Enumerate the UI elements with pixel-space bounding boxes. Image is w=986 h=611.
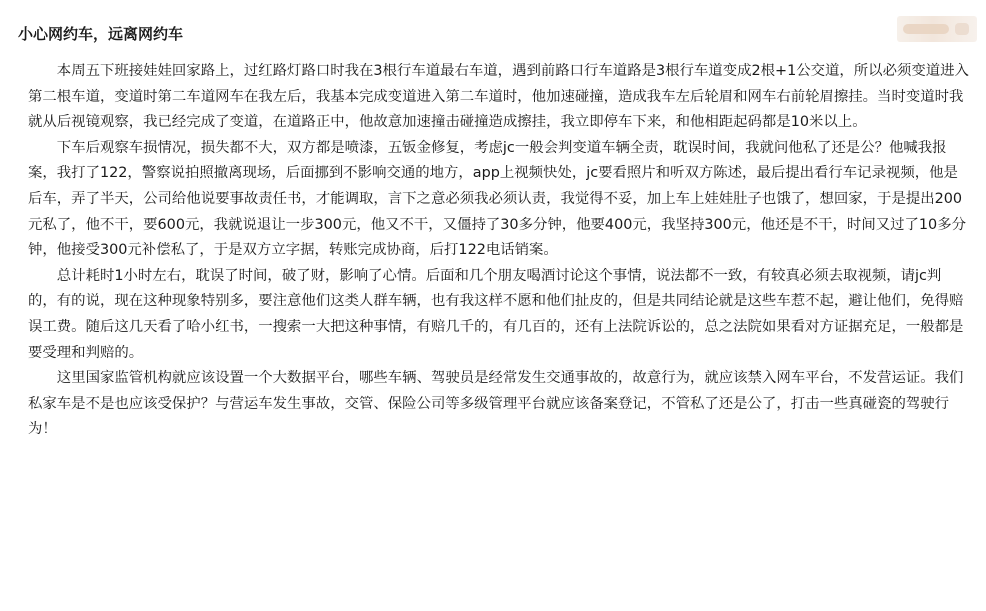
post-title: 小心网约车，远离网约车 xyxy=(18,25,184,43)
paragraph-2: 下车后观察车损情况，损失都不大，双方都是喷漆，五钣金修复，考虑jc一般会判变道车辆全责，耽误时间，我就问他私了还是公？他喊我报案，我打了122，警察说拍照撤离现场，后面挪到不影响交通的地方，app上视频快处，jc要看照片和听双方陈述，最后提出看行车记录视频，他是后车，弄了半天，公司给他说要事故责任书，才能调取，言下之意必须我必须认责，我觉得不妥，加上车上娃娃肚子也饿了，想回家，于是提出200元私了，他不干，要600元，我就说退让一步300元，他又不干，又僵持了30多分钟，他要400元，我坚持300元，他还是不干，时间又过了10多分钟，他接受300元补偿私了，于是双方立字据，转账完成协商，后打122电话销案。 xyxy=(28,139,966,259)
blurred-corner-badge xyxy=(897,16,977,42)
blurred-badge-shape xyxy=(955,23,969,35)
paragraph-1: 本周五下班接娃娃回家路上，过红路灯路口时我在3根行车道最右车道，遇到前路口行车道路是3根行车道变成2根+1公交道，所以必须变道进入第二根车道，变道时第二车道网车在我左后，我基本完成变道进入第二车道时，他加速碰撞，造成我车左后轮眉和网车右前轮眉擦挂。当时变道时我就从后视镜观察，我已经完成了变道，在道路正中，他故意加速撞击碰撞造成擦挂，我立即停车下来，和他相距起码都是10米以上。 xyxy=(28,63,969,131)
paragraph-3: 总计耗时1小时左右，耽误了时间，破了财，影响了心情。后面和几个朋友喝酒讨论这个事情，说法都不一致，有较真必须去取视频，请jc判的，有的说，现在这种现象特别多，要注意他们这类人群车辆，也有我这样不愿和他们扯皮的，但是共同结论就是这些车惹不起，避让他们，免得赔误工费。随后这几天看了哈小红书，一搜索一大把这种事情，有赔几千的，有几百的，还有上法院诉讼的，总之法院如果看对方证据充足，一般都是要受理和判赔的。 xyxy=(28,267,964,361)
blurred-badge-shape xyxy=(903,24,949,34)
paragraph-4: 这里国家监管机构就应该设置一个大数据平台，哪些车辆、驾驶员是经常发生交通事故的，故意行为，就应该禁入网车平台，不发营运证。我们私家车是不是也应该受保护？与营运车发生事故，交管、保险公司等多级管理平台就应该备案登记，不管私了还是公了，打击一些真碰瓷的驾驶行为！ xyxy=(28,370,964,438)
article-body xyxy=(28,59,970,443)
